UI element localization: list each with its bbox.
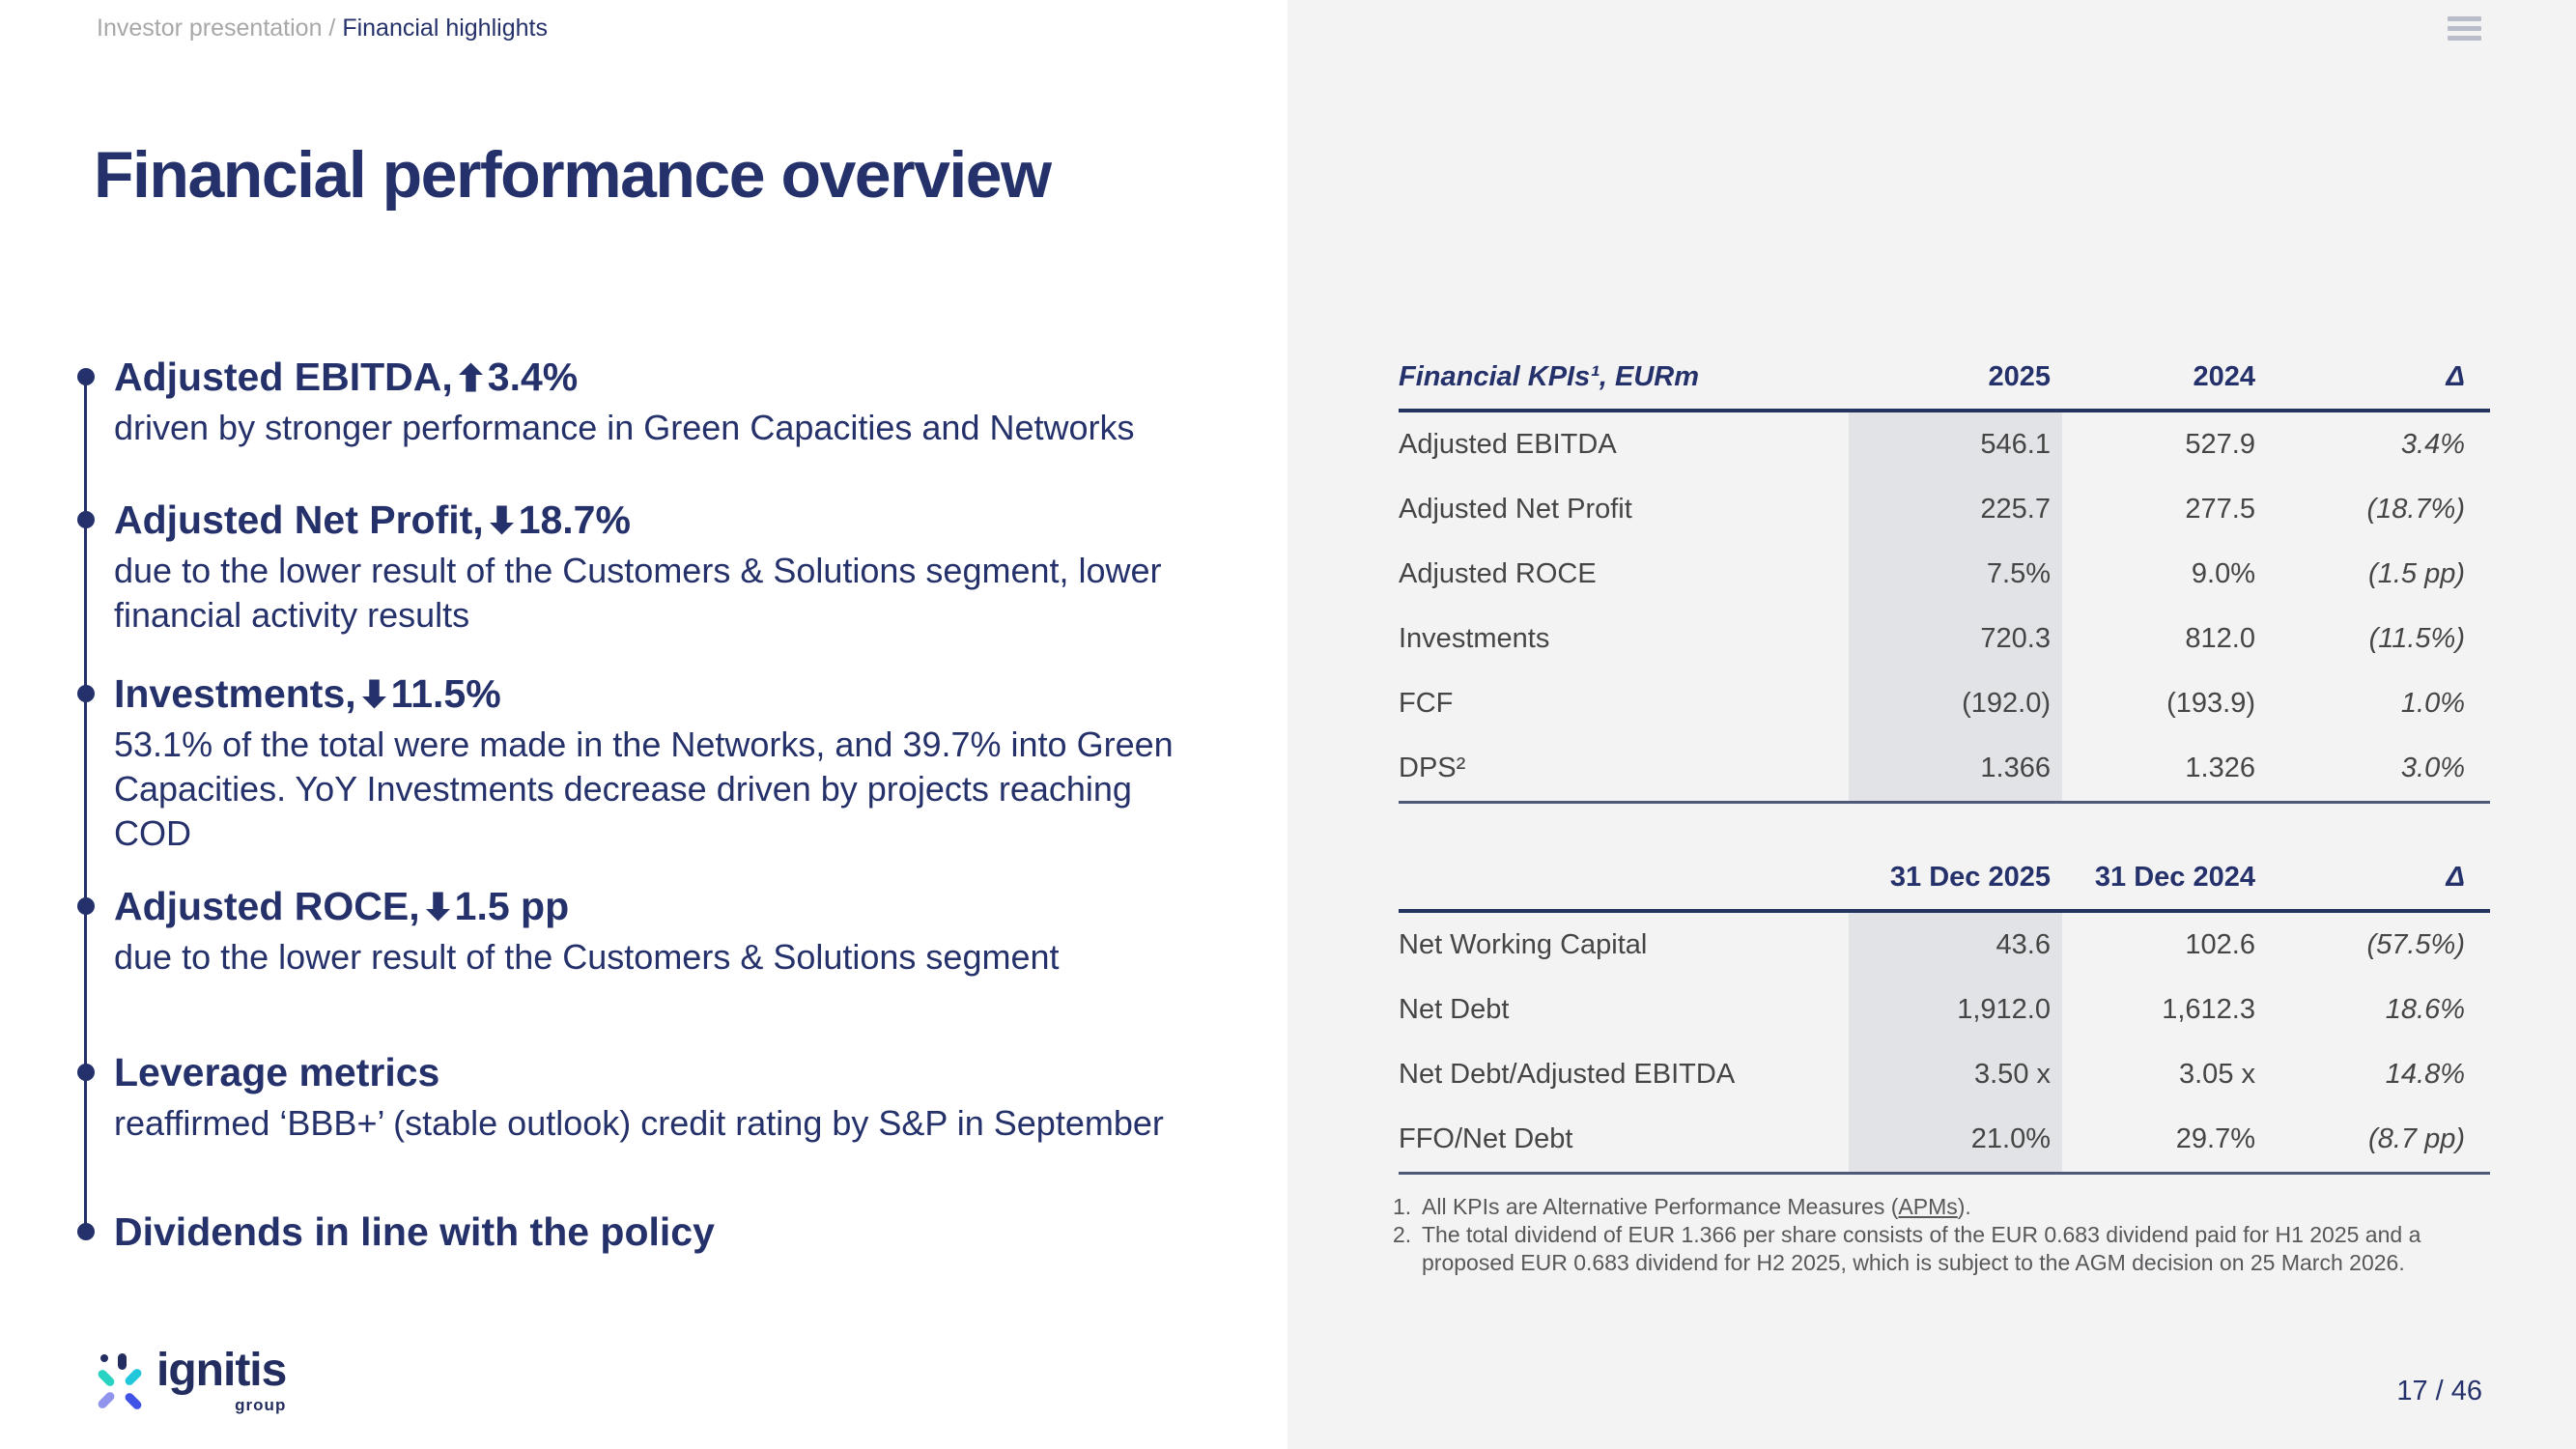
balance-metrics-table	[1399, 845, 2490, 1175]
breadcrumb-section[interactable]: Investor presentation /	[97, 14, 336, 42]
bullet-dividends	[77, 1208, 1256, 1256]
column-header-delta: Δ	[2446, 861, 2465, 893]
table-row: Adjusted EBITDA 546.1 527.9 3.4%	[1399, 412, 2490, 477]
bullet-leverage-metrics	[77, 1048, 1256, 1146]
footnotes	[1393, 1193, 2499, 1277]
table-header-row	[1399, 845, 2490, 913]
arrow-down-icon	[490, 505, 514, 535]
column-header-31-dec-2024: 31 Dec 2024	[2094, 861, 2255, 893]
ignitis-logo	[95, 1345, 287, 1415]
page-indicator: 17 / 46	[2396, 1376, 2482, 1406]
bullet-title: Adjusted EBITDA, 3.4%	[114, 355, 579, 399]
table-row: Investments 720.3 812.0 (11.5%)	[1399, 607, 2490, 671]
bullet-adjusted-roce	[77, 882, 1256, 980]
table-row: DPS² 1.366 1.326 3.0%	[1399, 736, 2490, 801]
logo-subtitle: group	[235, 1396, 287, 1414]
arrow-down-icon	[426, 892, 450, 922]
bullet-investments	[77, 669, 1256, 856]
bullet-title: Dividends in line with the policy	[114, 1209, 715, 1254]
footnote-2: 2. The total dividend of EUR 1.366 per share consists of the EUR 0.683 dividend paid for H1 2025 and a proposed EUR 0.683 dividend for H2 2025, which is subject to the AGM decision on 25 March 2026.	[1393, 1222, 2421, 1275]
bullet-dot	[77, 511, 95, 528]
table-row: FCF (192.0) (193.9) 1.0%	[1399, 671, 2490, 736]
bullet-title: Investments, 11.5%	[114, 671, 501, 716]
arrow-up-icon	[459, 362, 483, 392]
bullet-description: 53.1% of the total were made in the Networks, and 39.7% into Green Capacities. YoY Investments decrease driven by projects reaching COD	[114, 724, 1174, 853]
arrow-down-icon	[362, 679, 386, 709]
bullet-dot	[77, 685, 95, 702]
table-row: Net Debt 1,912.0 1,612.3 18.6%	[1399, 978, 2490, 1042]
bullet-description: reaffirmed ‘BBB+’ (stable outlook) credit rating by S&P in September	[114, 1103, 1164, 1143]
logo-wordmark: ignitis	[156, 1345, 287, 1396]
bullet-adjusted-ebitda	[77, 353, 1256, 450]
apms-link[interactable]: APMs	[1898, 1194, 1958, 1219]
bullet-dot	[77, 368, 95, 385]
bullet-adjusted-net-profit	[77, 496, 1256, 638]
table-row: Net Working Capital 43.6 102.6 (57.5%)	[1399, 913, 2490, 978]
column-header-2025: 2025	[1988, 360, 2051, 392]
bullet-dot	[77, 1223, 95, 1240]
page-title: Financial performance overview	[94, 138, 1051, 212]
bullet-title: Adjusted Net Profit, 18.7%	[114, 497, 631, 542]
footnote-1: 1. All KPIs are Alternative Performance Measures (APMs).	[1393, 1194, 1971, 1219]
table-title: Financial KPIs¹, EURm	[1399, 360, 1700, 392]
table-row: FFO/Net Debt 21.0% 29.7% (8.7 pp)	[1399, 1107, 2490, 1172]
bullet-dot	[77, 1064, 95, 1081]
breadcrumb	[97, 14, 548, 43]
table-row: Net Debt/Adjusted EBITDA 3.50 x 3.05 x 14.8%	[1399, 1042, 2490, 1107]
menu-button[interactable]	[2448, 16, 2481, 45]
hamburger-icon	[2448, 16, 2481, 21]
table-row: Adjusted ROCE 7.5% 9.0% (1.5 pp)	[1399, 542, 2490, 607]
bullet-description: due to the lower result of the Customers & Solutions segment	[114, 937, 1060, 977]
bullet-dot	[77, 897, 95, 915]
financial-kpis-table	[1399, 345, 2490, 804]
breadcrumb-current: Financial highlights	[342, 14, 548, 42]
bullet-title: Adjusted ROCE, 1.5 pp	[114, 884, 570, 928]
column-header-delta: Δ	[2446, 360, 2465, 392]
bullet-title: Leverage metrics	[114, 1050, 440, 1094]
bullet-description: driven by stronger performance in Green Capacities and Networks	[114, 408, 1135, 447]
table-header-row	[1399, 345, 2490, 412]
bullet-description: due to the lower result of the Customers & Solutions segment, lower financial activity results	[114, 551, 1162, 635]
column-header-2024: 2024	[2193, 360, 2255, 392]
table-row: Adjusted Net Profit 225.7 277.5 (18.7%)	[1399, 477, 2490, 542]
ignitis-spark-icon	[95, 1353, 145, 1413]
column-header-31-dec-2025: 31 Dec 2025	[1889, 861, 2051, 893]
